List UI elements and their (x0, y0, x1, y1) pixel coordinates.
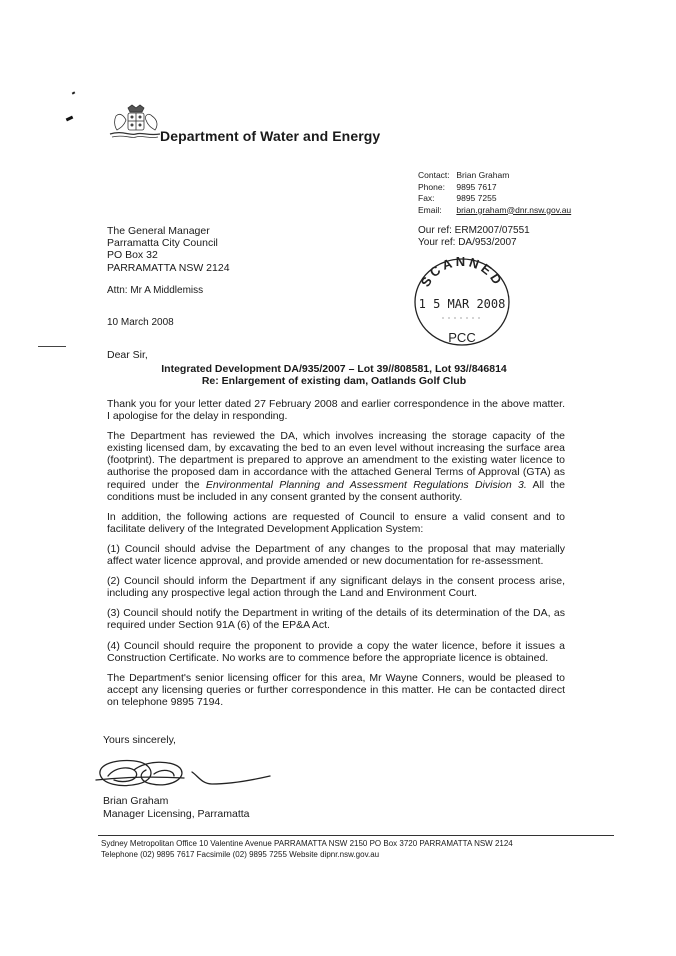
phone-label: Phone: (418, 181, 445, 192)
salutation: Dear Sir, (107, 349, 148, 361)
body-paragraph (107, 430, 565, 503)
body-paragraph: The Department's senior licensing officer for this area, Mr Wayne Conners, would be pleased to accept any licensing queries or further correspondence in this matter. He can be contacted direct on telephone 9895 7194. (107, 671, 565, 708)
body-paragraph: In addition, the following actions are requested of Council to ensure a valid consent and to facilitate delivery of the Integrated Development Application System: (107, 510, 565, 535)
footer-contact: Telephone (02) 9895 7617 Facsimile (02) 9895 7255 Website dipnr.nsw.gov.au (101, 850, 380, 859)
svg-text:SCANNED (418, 256, 507, 289)
footer (101, 838, 513, 860)
signer-title: Manager Licensing, Parramatta (103, 808, 250, 820)
margin-dash (38, 346, 66, 347)
body-paragraph: (4) Council should require the proponent to provide a copy the water licence, before it issues a Construction Certificate. No works are to commence before the appropriate licence is obtained. (107, 639, 565, 664)
phone-value: 9895 7617 (456, 181, 497, 192)
margin-mark (72, 91, 76, 94)
fax-value: 9895 7255 (456, 193, 497, 203)
scanned-stamp (412, 256, 512, 348)
email-label: Email: (418, 204, 442, 215)
body-paragraph: Thank you for your letter dated 27 February 2008 and earlier correspondence in the above matter. I apologise for the delay in responding. (107, 398, 565, 423)
email-link[interactable]: brian.graham@dnr.nsw.gov.au (456, 204, 572, 215)
contact-block (418, 170, 571, 216)
address-line: PARRAMATTA NSW 2124 (107, 261, 230, 274)
stamp-top-text: SCANNED (417, 256, 507, 290)
body-text: The Department has reviewed the DA, which involves increasing the storage capacity of the existing licensed dam, by excavating the bed to an even level without increasing the surface area (footprint). The department is prepared to approve an amendment to the existing water licence to authorise the proposed dam in accordance with the attached General Terms of Approval (GTA) as required under the (107, 430, 565, 491)
body-paragraph: (2) Council should inform the Department if any significant delays in the consent process arise, including any prospective legal action through the Land and Environment Court. (107, 575, 565, 600)
footer-divider (98, 835, 614, 836)
footer-address: Sydney Metropolitan Office 10 Valentine Avenue PARRAMATTA NSW 2150 PO Box 3720 PARRAMATTA NSW 2124 (101, 839, 513, 848)
body-paragraph: (1) Council should advise the Department of any changes to the proposal that may materially affect water licence approval, and provide amended or new documentation for re-assessment. (107, 542, 565, 568)
address-line: Parramatta City Council (107, 237, 218, 250)
fax-label: Fax: (418, 193, 435, 203)
contact-name: Brian Graham (456, 170, 510, 180)
contact-label: Contact: (418, 170, 450, 180)
signoff: Yours sincerely, (103, 734, 176, 746)
department-name: Department of Water and Energy (160, 128, 381, 144)
recipient-address (107, 225, 230, 274)
margin-mark (66, 116, 74, 122)
reference-block (418, 225, 530, 249)
letter-body (107, 398, 565, 716)
subject-line: Integrated Development DA/935/2007 – Lot 39//808581, Lot 93//846814 (161, 363, 507, 375)
signer-name: Brian Graham (103, 795, 169, 807)
stamp-date: 1 5 MAR 2008 (418, 297, 506, 311)
your-ref: Your ref: DA/953/2007 (418, 237, 517, 248)
handwritten-signature (94, 754, 274, 796)
letter-date: 10 March 2008 (107, 317, 174, 328)
regulation-reference: Environmental Planning and Assessment Regulations Division 3. (205, 478, 527, 491)
body-paragraph: (3) Council should notify the Department in writing of the details of its determination of the DA, as required under Section 91A (6) of the EP&A Act. (107, 607, 565, 632)
coat-of-arms-logo (108, 104, 160, 140)
subject-line: Re: Enlargement of existing dam, Oatlands Golf Club (201, 375, 467, 387)
our-ref: Our ref: ERM2007/07551 (418, 225, 530, 236)
address-line: The General Manager (107, 225, 210, 237)
signer-block (103, 795, 250, 821)
subject-heading (107, 363, 561, 387)
body-text: All the conditions must be included in any consent granted by the consent authority. (107, 478, 565, 503)
stamp-bottom-text: PCC (448, 330, 476, 345)
attention-line: Attn: Mr A Middlemiss (107, 285, 204, 296)
address-line: PO Box 32 (107, 249, 158, 262)
